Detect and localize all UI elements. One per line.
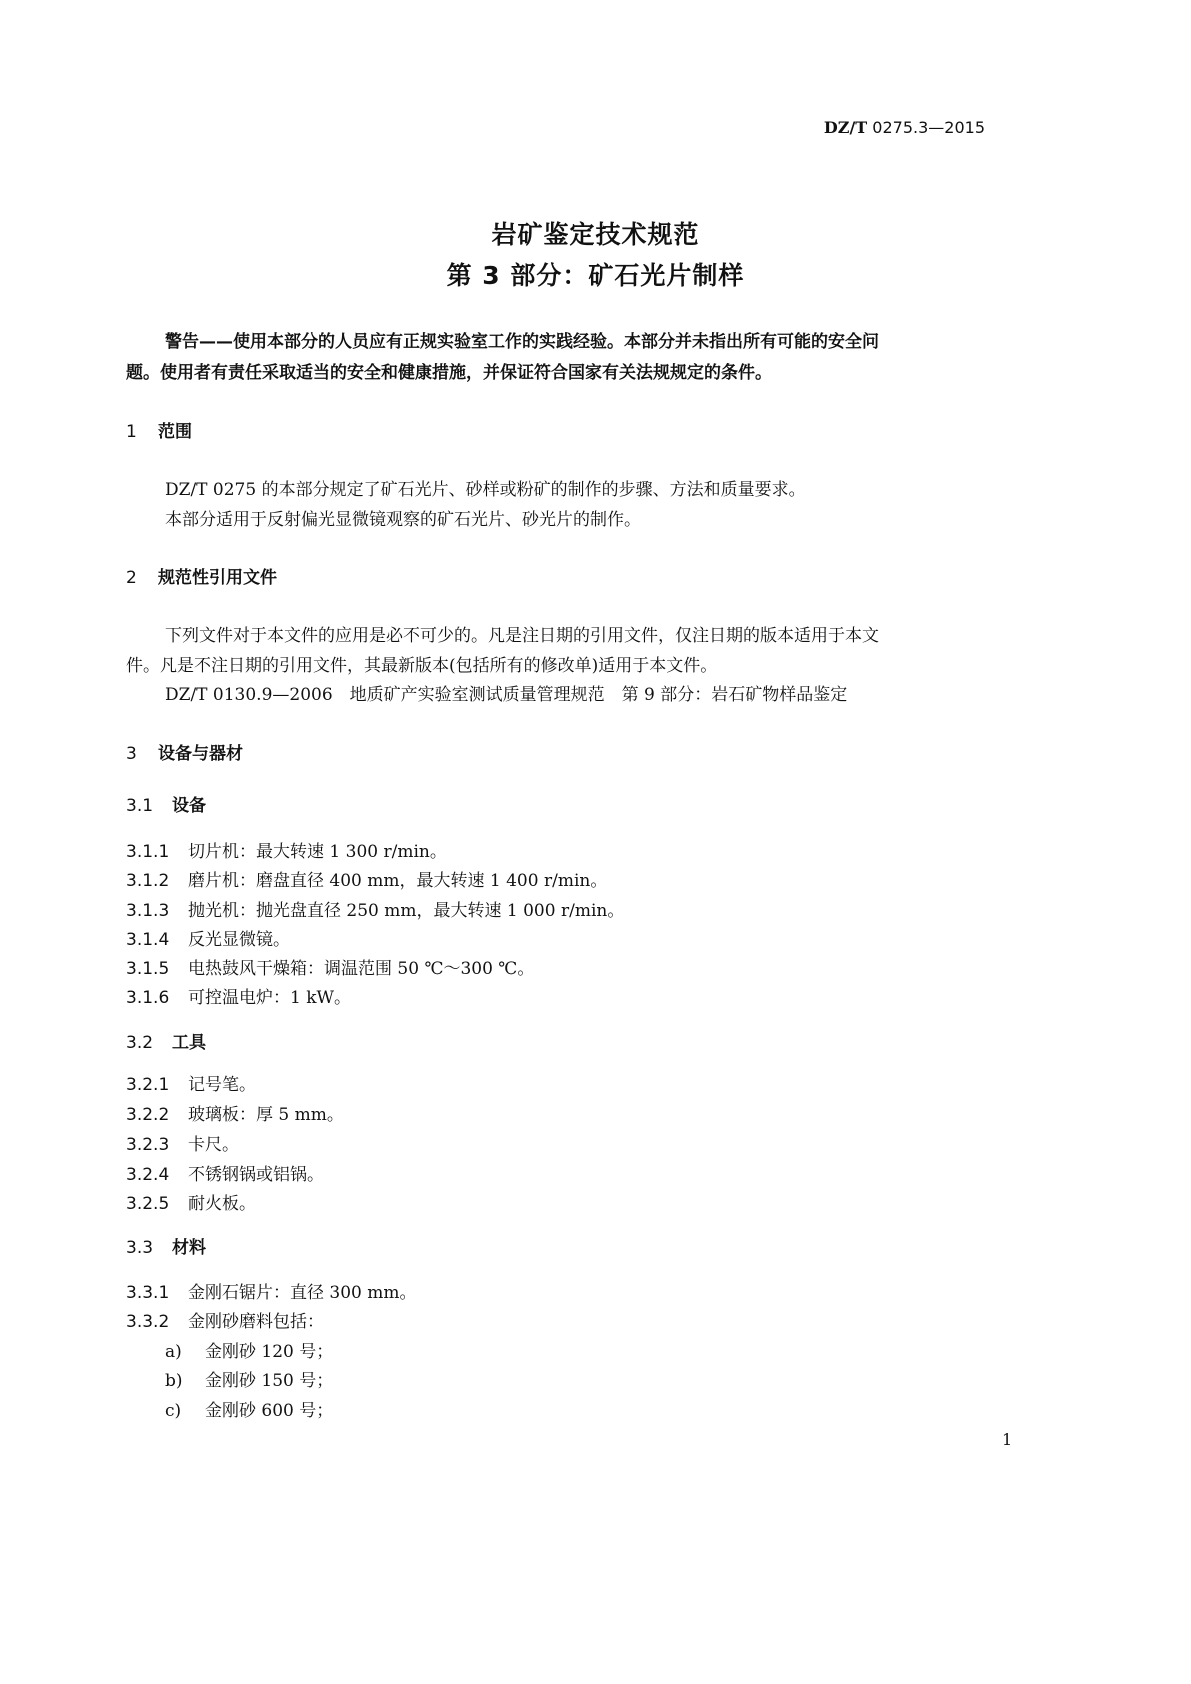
clause-item: 3.1.3 抛光机：抛光盘直径 250 mm，最大转速 1 000 r/min。 <box>126 901 625 921</box>
paragraph: 本部分适用于反射偏光显微镜观察的矿石光片、砂光片的制作。 <box>165 510 641 530</box>
clause-item: 3.2.2 玻璃板：厚 5 mm。 <box>126 1105 344 1125</box>
clause-item: 3.1.4 反光显微镜。 <box>126 930 290 950</box>
section-3-1-heading: 3.1 设备 <box>126 796 206 816</box>
section-2-heading: 2 规范性引用文件 <box>126 568 277 588</box>
section-3-heading: 3 设备与器材 <box>126 744 243 764</box>
clause-item: 3.2.3 卡尺。 <box>126 1135 239 1155</box>
section-3-2-heading: 3.2 工具 <box>126 1033 206 1053</box>
list-item: a) 金刚砂 120 号； <box>165 1342 334 1362</box>
clause-item: 3.1.6 可控温电炉：1 kW。 <box>126 988 351 1008</box>
clause-item: 3.1.2 磨片机：磨盘直径 400 mm，最大转速 1 400 r/min。 <box>126 871 608 891</box>
clause-item: 3.1.1 切片机：最大转速 1 300 r/min。 <box>126 842 447 862</box>
clause-item: 3.2.1 记号笔。 <box>126 1075 256 1095</box>
list-item: c) 金刚砂 600 号； <box>165 1401 334 1421</box>
clause-item: 3.3.2 金刚砂磨料包括： <box>126 1312 324 1332</box>
clause-item: 3.2.5 耐火板。 <box>126 1194 256 1214</box>
section-3-3-heading: 3.3 材料 <box>126 1238 206 1258</box>
warning-line-1: 警告——使用本部分的人员应有正规实验室工作的实践经验。本部分并未指出所有可能的安全问 <box>165 332 879 352</box>
list-item: b) 金刚砂 150 号； <box>165 1371 334 1391</box>
section-1-heading: 1 范围 <box>126 422 192 442</box>
warning-line-2: 题。使用者有责任采取适当的安全和健康措施，并保证符合国家有关法规规定的条件。 <box>126 363 772 383</box>
clause-item: 3.3.1 金刚石锯片：直径 300 mm。 <box>126 1283 417 1303</box>
paragraph: DZ/T 0275 的本部分规定了矿石光片、砂样或粉矿的制作的步骤、方法和质量要求。 <box>165 480 806 500</box>
paragraph: 下列文件对于本文件的应用是必不可少的。凡是注日期的引用文件，仅注日期的版本适用于本文 <box>165 626 879 646</box>
doc-title: 岩矿鉴定技术规范 <box>491 220 700 249</box>
paragraph: 件。凡是不注日期的引用文件，其最新版本(包括所有的修改单)适用于本文件。 <box>126 656 718 676</box>
doc-subtitle: 第 3 部分：矿石光片制样 <box>446 261 745 290</box>
page-number: 1 <box>1002 1430 1013 1449</box>
normative-reference: DZ/T 0130.9—2006 地质矿产实验室测试质量管理规范 第 9 部分：岩石矿物样品鉴定 <box>165 685 848 705</box>
standard-code: DZ/T 0275.3—2015 <box>823 118 985 137</box>
clause-item: 3.1.5 电热鼓风干燥箱：调温范围 50 ℃～300 ℃。 <box>126 959 535 979</box>
clause-item: 3.2.4 不锈钢锅或铝锅。 <box>126 1165 324 1185</box>
